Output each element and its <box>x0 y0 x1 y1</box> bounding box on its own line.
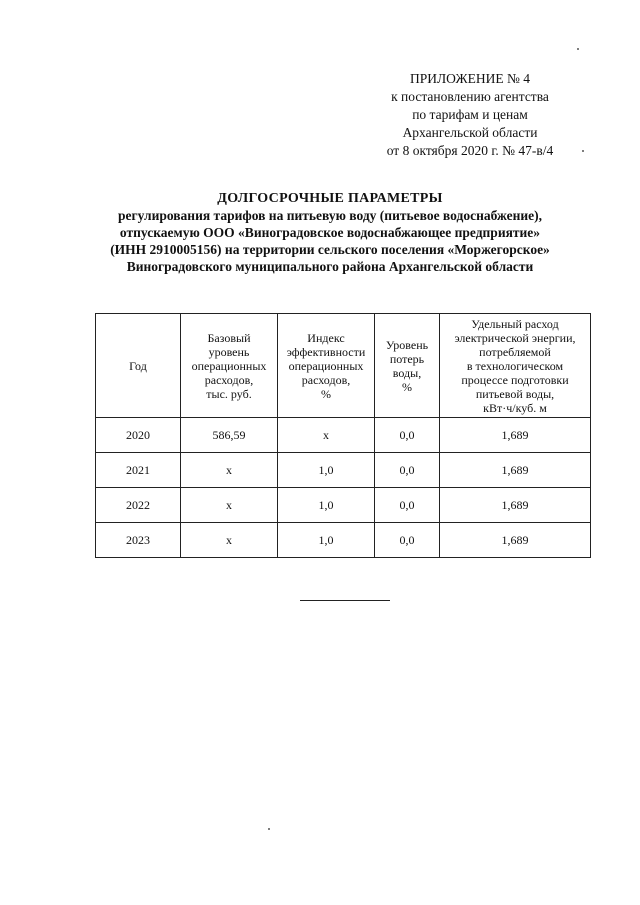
appendix-block <box>360 70 580 160</box>
table-header-row <box>96 314 591 418</box>
heading-line: (ИНН 2910005156) на территории сельского поселения «Моржегорское» <box>110 242 550 257</box>
heading-line: регулирования тарифов на питьевую воду (питьевое водоснабжение), <box>117 208 543 223</box>
cell-base-opex: 586,59 <box>181 418 278 453</box>
cell-efficiency-index: 1,0 <box>278 453 375 488</box>
scan-speck <box>577 48 579 50</box>
header-year: Год <box>96 314 181 418</box>
cell-year: 2023 <box>96 523 181 558</box>
appendix-ref-line: Архангельской области <box>402 125 538 140</box>
cell-efficiency-index: 1,0 <box>278 488 375 523</box>
cell-specific-energy: 1,689 <box>440 418 591 453</box>
header-water-loss: Уровень потерь воды, % <box>375 314 440 418</box>
cell-year: 2022 <box>96 488 181 523</box>
header-specific-energy: Удельный расход электрической энергии, потребляемой в технологическом процессе подготовки питьевой воды, кВт·ч/куб. м <box>440 314 591 418</box>
cell-efficiency-index: x <box>278 418 375 453</box>
table-row <box>96 418 591 453</box>
scan-speck <box>268 828 270 830</box>
appendix-ref-line: по тарифам и ценам <box>412 107 528 122</box>
cell-specific-energy: 1,689 <box>440 523 591 558</box>
closing-divider <box>300 600 390 601</box>
heading-line: отпускаемую ООО «Виноградовское водоснабжающее предприятие» <box>119 225 541 240</box>
cell-water-loss: 0,0 <box>375 418 440 453</box>
cell-base-opex: x <box>181 488 278 523</box>
cell-water-loss: 0,0 <box>375 488 440 523</box>
cell-water-loss: 0,0 <box>375 523 440 558</box>
table-row <box>96 453 591 488</box>
cell-specific-energy: 1,689 <box>440 488 591 523</box>
appendix-number: ПРИЛОЖЕНИЕ № 4 <box>409 71 531 86</box>
cell-efficiency-index: 1,0 <box>278 523 375 558</box>
appendix-ref-line: к постановлению агентства <box>391 89 549 104</box>
heading-line: Виноградовского муниципального района Архангельской области <box>126 259 534 274</box>
cell-year: 2021 <box>96 453 181 488</box>
cell-base-opex: x <box>181 453 278 488</box>
cell-specific-energy: 1,689 <box>440 453 591 488</box>
document-heading <box>40 190 620 275</box>
document-title: ДОЛГОСРОЧНЫЕ ПАРАМЕТРЫ <box>217 191 443 206</box>
header-efficiency-index: Индекс эффективности операционных расходов, % <box>278 314 375 418</box>
scan-speck <box>582 150 584 152</box>
appendix-date: от 8 октября 2020 г. № 47-в/4 <box>386 143 554 158</box>
cell-water-loss: 0,0 <box>375 453 440 488</box>
cell-base-opex: x <box>181 523 278 558</box>
cell-year: 2020 <box>96 418 181 453</box>
parameters-table <box>95 313 591 558</box>
header-base-opex: Базовый уровень операционных расходов, тыс. руб. <box>181 314 278 418</box>
table-row <box>96 488 591 523</box>
table-row <box>96 523 591 558</box>
